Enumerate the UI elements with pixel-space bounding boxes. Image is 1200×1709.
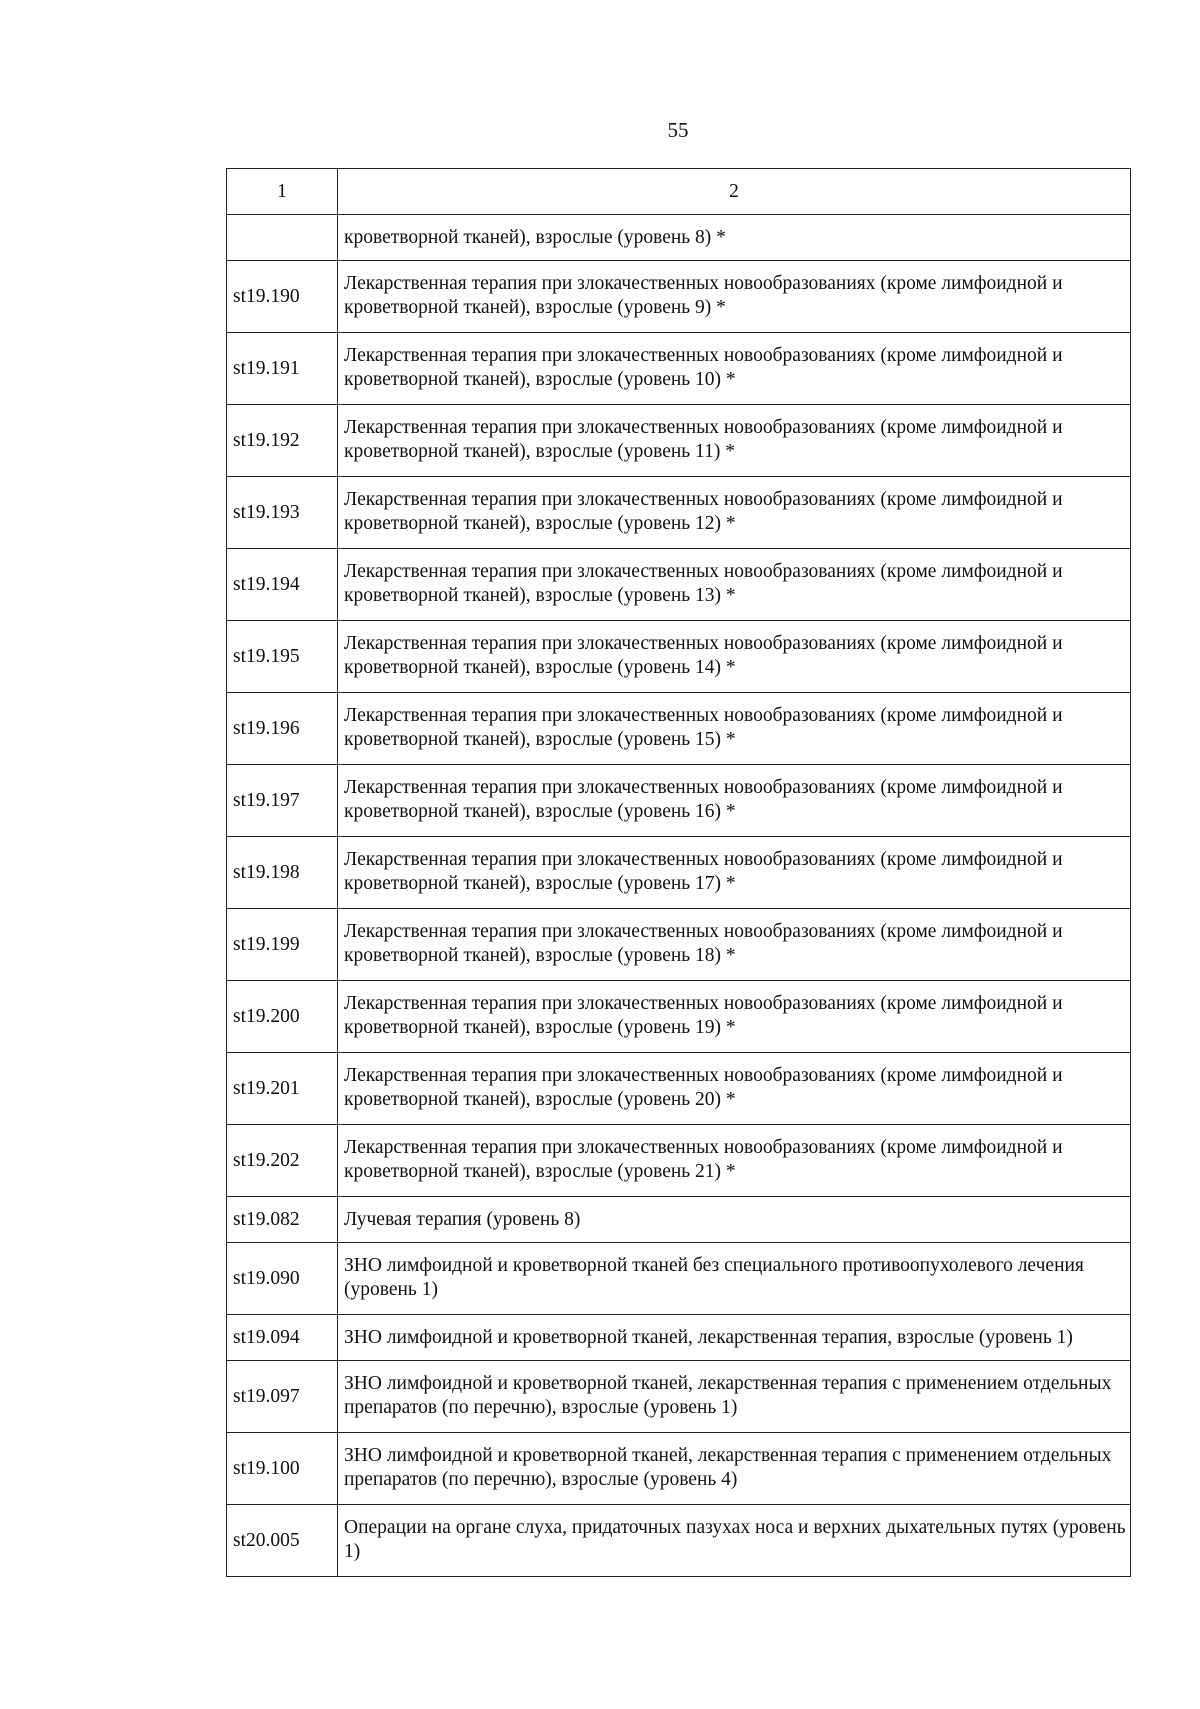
name-cell: Лекарственная терапия при злокачественных новообразованиях (кроме лимфоидной и кроветворной тканей), взрослые (уровень 15) * [338, 693, 1131, 765]
table-row [227, 1243, 1131, 1315]
header-row [227, 169, 1131, 215]
name-cell: Лекарственная терапия при злокачественных новообразованиях (кроме лимфоидной и кроветворной тканей), взрослые (уровень 20) * [338, 1053, 1131, 1125]
code-cell: st19.197 [227, 765, 338, 837]
name-cell: Лучевая терапия (уровень 8) [338, 1197, 1131, 1243]
table-row [227, 333, 1131, 405]
code-cell: st19.192 [227, 405, 338, 477]
name-cell: Лекарственная терапия при злокачественных новообразованиях (кроме лимфоидной и кроветворной тканей), взрослые (уровень 18) * [338, 909, 1131, 981]
table-row [227, 1433, 1131, 1505]
table-body [227, 215, 1131, 1577]
code-cell: st19.198 [227, 837, 338, 909]
name-cell: ЗНО лимфоидной и кроветворной тканей без специального противоопухолевого лечения (уровень 1) [338, 1243, 1131, 1315]
name-cell: ЗНО лимфоидной и кроветворной тканей, лекарственная терапия с применением отдельных препаратов (по перечню), взрослые (уровень 1) [338, 1361, 1131, 1433]
table-row [227, 837, 1131, 909]
code-cell: st19.190 [227, 261, 338, 333]
name-cell: Лекарственная терапия при злокачественных новообразованиях (кроме лимфоидной и кроветворной тканей), взрослые (уровень 16) * [338, 765, 1131, 837]
table-row [227, 909, 1131, 981]
table-row [227, 1315, 1131, 1361]
name-cell: ЗНО лимфоидной и кроветворной тканей, лекарственная терапия с применением отдельных препаратов (по перечню), взрослые (уровень 4) [338, 1433, 1131, 1505]
table-header [227, 169, 1131, 215]
table-row [227, 693, 1131, 765]
name-cell: Лекарственная терапия при злокачественных новообразованиях (кроме лимфоидной и кроветворной тканей), взрослые (уровень 13) * [338, 549, 1131, 621]
code-cell: st19.202 [227, 1125, 338, 1197]
table-row [227, 1361, 1131, 1433]
code-cell: st20.005 [227, 1505, 338, 1577]
table-row [227, 1125, 1131, 1197]
tariff-table [226, 168, 1131, 1577]
table-row [227, 549, 1131, 621]
name-cell: Операции на органе слуха, придаточных пазухах носа и верхних дыхательных путях (уровень 1) [338, 1505, 1131, 1577]
table-row [227, 765, 1131, 837]
table-row [227, 261, 1131, 333]
table-row [227, 621, 1131, 693]
code-cell: st19.082 [227, 1197, 338, 1243]
table-row [227, 1053, 1131, 1125]
table-row [227, 215, 1131, 261]
code-cell: st19.201 [227, 1053, 338, 1125]
code-cell: st19.199 [227, 909, 338, 981]
code-cell [227, 215, 338, 261]
code-cell: st19.094 [227, 1315, 338, 1361]
header-column-1: 1 [227, 169, 338, 215]
name-cell: кроветворной тканей), взрослые (уровень 8) * [338, 215, 1131, 261]
name-cell: Лекарственная терапия при злокачественных новообразованиях (кроме лимфоидной и кроветворной тканей), взрослые (уровень 10) * [338, 333, 1131, 405]
name-cell: Лекарственная терапия при злокачественных новообразованиях (кроме лимфоидной и кроветворной тканей), взрослые (уровень 11) * [338, 405, 1131, 477]
code-cell: st19.191 [227, 333, 338, 405]
code-cell: st19.193 [227, 477, 338, 549]
name-cell: Лекарственная терапия при злокачественных новообразованиях (кроме лимфоидной и кроветворной тканей), взрослые (уровень 17) * [338, 837, 1131, 909]
code-cell: st19.100 [227, 1433, 338, 1505]
page-number: 55 [667, 118, 689, 142]
name-cell: Лекарственная терапия при злокачественных новообразованиях (кроме лимфоидной и кроветворной тканей), взрослые (уровень 12) * [338, 477, 1131, 549]
table-row [227, 1505, 1131, 1577]
name-cell: Лекарственная терапия при злокачественных новообразованиях (кроме лимфоидной и кроветворной тканей), взрослые (уровень 14) * [338, 621, 1131, 693]
name-cell: Лекарственная терапия при злокачественных новообразованиях (кроме лимфоидной и кроветворной тканей), взрослые (уровень 9) * [338, 261, 1131, 333]
name-cell: ЗНО лимфоидной и кроветворной тканей, лекарственная терапия, взрослые (уровень 1) [338, 1315, 1131, 1361]
code-cell: st19.195 [227, 621, 338, 693]
name-cell: Лекарственная терапия при злокачественных новообразованиях (кроме лимфоидной и кроветворной тканей), взрослые (уровень 19) * [338, 981, 1131, 1053]
code-cell: st19.090 [227, 1243, 338, 1315]
code-cell: st19.200 [227, 981, 338, 1053]
name-cell: Лекарственная терапия при злокачественных новообразованиях (кроме лимфоидной и кроветворной тканей), взрослые (уровень 21) * [338, 1125, 1131, 1197]
table-row [227, 477, 1131, 549]
table-row [227, 1197, 1131, 1243]
code-cell: st19.196 [227, 693, 338, 765]
table-row [227, 981, 1131, 1053]
header-column-2: 2 [338, 169, 1131, 215]
code-cell: st19.097 [227, 1361, 338, 1433]
table-row [227, 405, 1131, 477]
code-cell: st19.194 [227, 549, 338, 621]
